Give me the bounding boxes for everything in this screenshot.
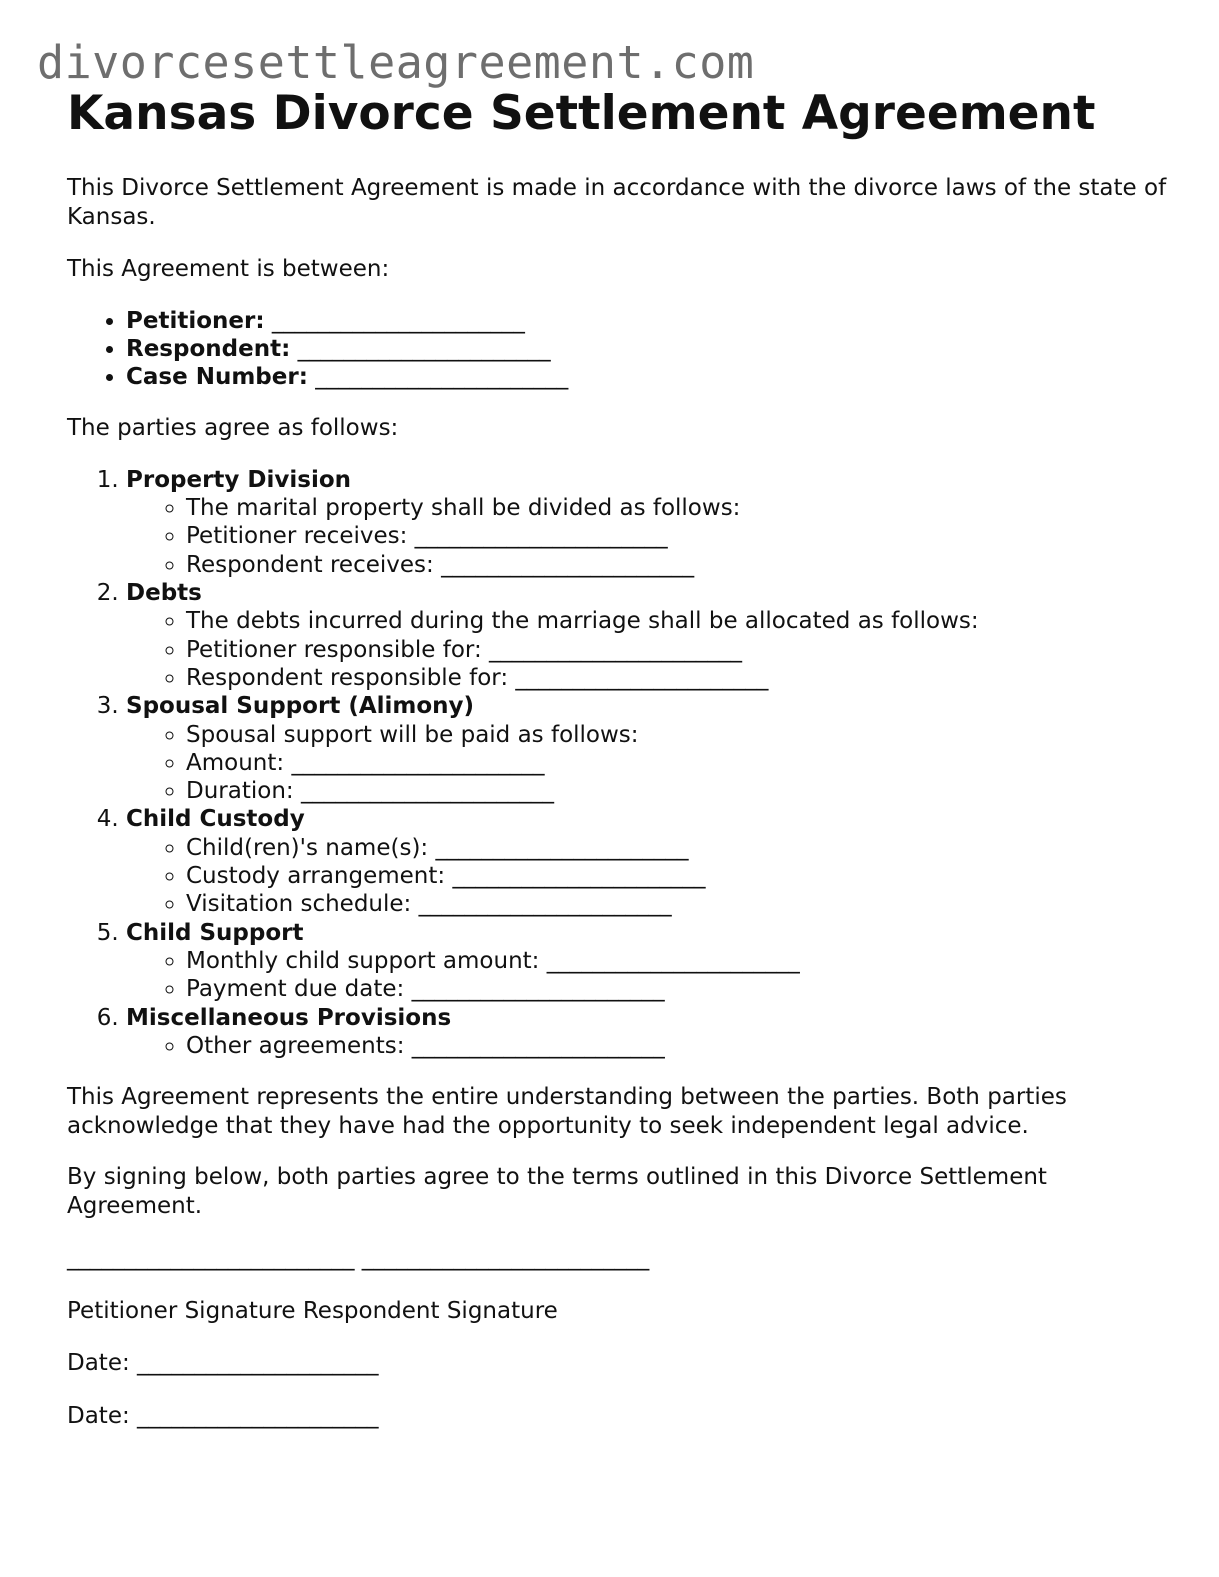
parties-list (67, 307, 1177, 392)
section-items (126, 947, 1177, 1004)
section-title: Child Custody (126, 806, 305, 833)
list-item[interactable]: ◦ Duration: ______________________ (186, 777, 1177, 805)
section-title: Debts (126, 580, 202, 607)
document-body (67, 84, 1177, 1430)
list-item[interactable]: ◦ Other agreements: ______________________ (186, 1032, 1177, 1060)
list-item[interactable]: ◦ Petitioner receives: ______________________ (186, 522, 1177, 550)
case-number-blank[interactable]: ______________________ (315, 364, 569, 391)
section-items (126, 1032, 1177, 1060)
signature-lines[interactable]: _________________________ _________________________ (67, 1245, 650, 1272)
date-line-1[interactable]: Date: _____________________ (67, 1350, 379, 1377)
list-item: ◦ The marital property shall be divided as follows: (186, 494, 1177, 522)
section-debts (126, 579, 1177, 692)
petitioner-label: Petitioner: (126, 307, 265, 334)
terms-list (67, 466, 1177, 1060)
list-item[interactable]: ◦ Visitation schedule: ______________________ (186, 890, 1177, 918)
petitioner-blank[interactable]: ______________________ (271, 307, 525, 334)
section-miscellaneous (126, 1004, 1177, 1061)
section-items (126, 721, 1177, 806)
entire-agreement-paragraph: This Agreement represents the entire understanding between the parties. Both parties acknowledge that they have had the opportunity to seek independent legal advice. (67, 1084, 1067, 1139)
list-item-case-number (126, 363, 1177, 391)
intro-paragraph: This Divorce Settlement Agreement is made in accordance with the divorce laws of the state of Kansas. (67, 175, 1167, 230)
section-child-support (126, 919, 1177, 1004)
section-title: Child Support (126, 919, 304, 946)
follows-paragraph: The parties agree as follows: (67, 415, 399, 442)
between-paragraph: This Agreement is between: (67, 256, 390, 282)
date-line-2[interactable]: Date: _____________________ (67, 1402, 379, 1429)
list-item: ◦ Spousal support will be paid as follows: (186, 721, 1177, 749)
list-item[interactable]: ◦ Custody arrangement: ______________________ (186, 862, 1177, 890)
list-item[interactable]: ◦ Petitioner responsible for: ______________________ (186, 636, 1177, 664)
section-title: Property Division (126, 466, 352, 493)
case-number-label: Case Number: (126, 364, 308, 391)
section-items (126, 607, 1177, 692)
respondent-label: Respondent: (126, 335, 291, 362)
list-item-respondent (126, 335, 1177, 363)
list-item: ◦ The debts incurred during the marriage shall be allocated as follows: (186, 607, 1177, 635)
list-item[interactable]: ◦ Respondent receives: ______________________ (186, 551, 1177, 579)
respondent-blank[interactable]: ______________________ (297, 335, 551, 362)
section-items (126, 834, 1177, 919)
section-property-division (126, 466, 1177, 579)
section-title: Miscellaneous Provisions (126, 1004, 452, 1031)
list-item[interactable]: ◦ Respondent responsible for: ______________________ (186, 664, 1177, 692)
page-title: Kansas Divorce Settlement Agreement (67, 86, 1096, 141)
list-item[interactable]: ◦ Monthly child support amount: ______________________ (186, 947, 1177, 975)
section-child-custody (126, 805, 1177, 918)
section-items (126, 494, 1177, 579)
signing-paragraph: By signing below, both parties agree to the terms outlined in this Divorce Settlement Agreement. (67, 1164, 1047, 1219)
section-spousal-support (126, 692, 1177, 805)
list-item[interactable]: ◦ Payment due date: ______________________ (186, 975, 1177, 1003)
list-item[interactable]: ◦ Amount: ______________________ (186, 749, 1177, 777)
section-title: Spousal Support (Alimony) (126, 693, 475, 720)
site-watermark: divorcesettleagreement.com (37, 36, 755, 89)
list-item[interactable]: ◦ Child(ren)'s name(s): ______________________ (186, 834, 1177, 862)
list-item-petitioner (126, 307, 1177, 335)
signature-labels: Petitioner Signature Respondent Signature (67, 1297, 558, 1324)
